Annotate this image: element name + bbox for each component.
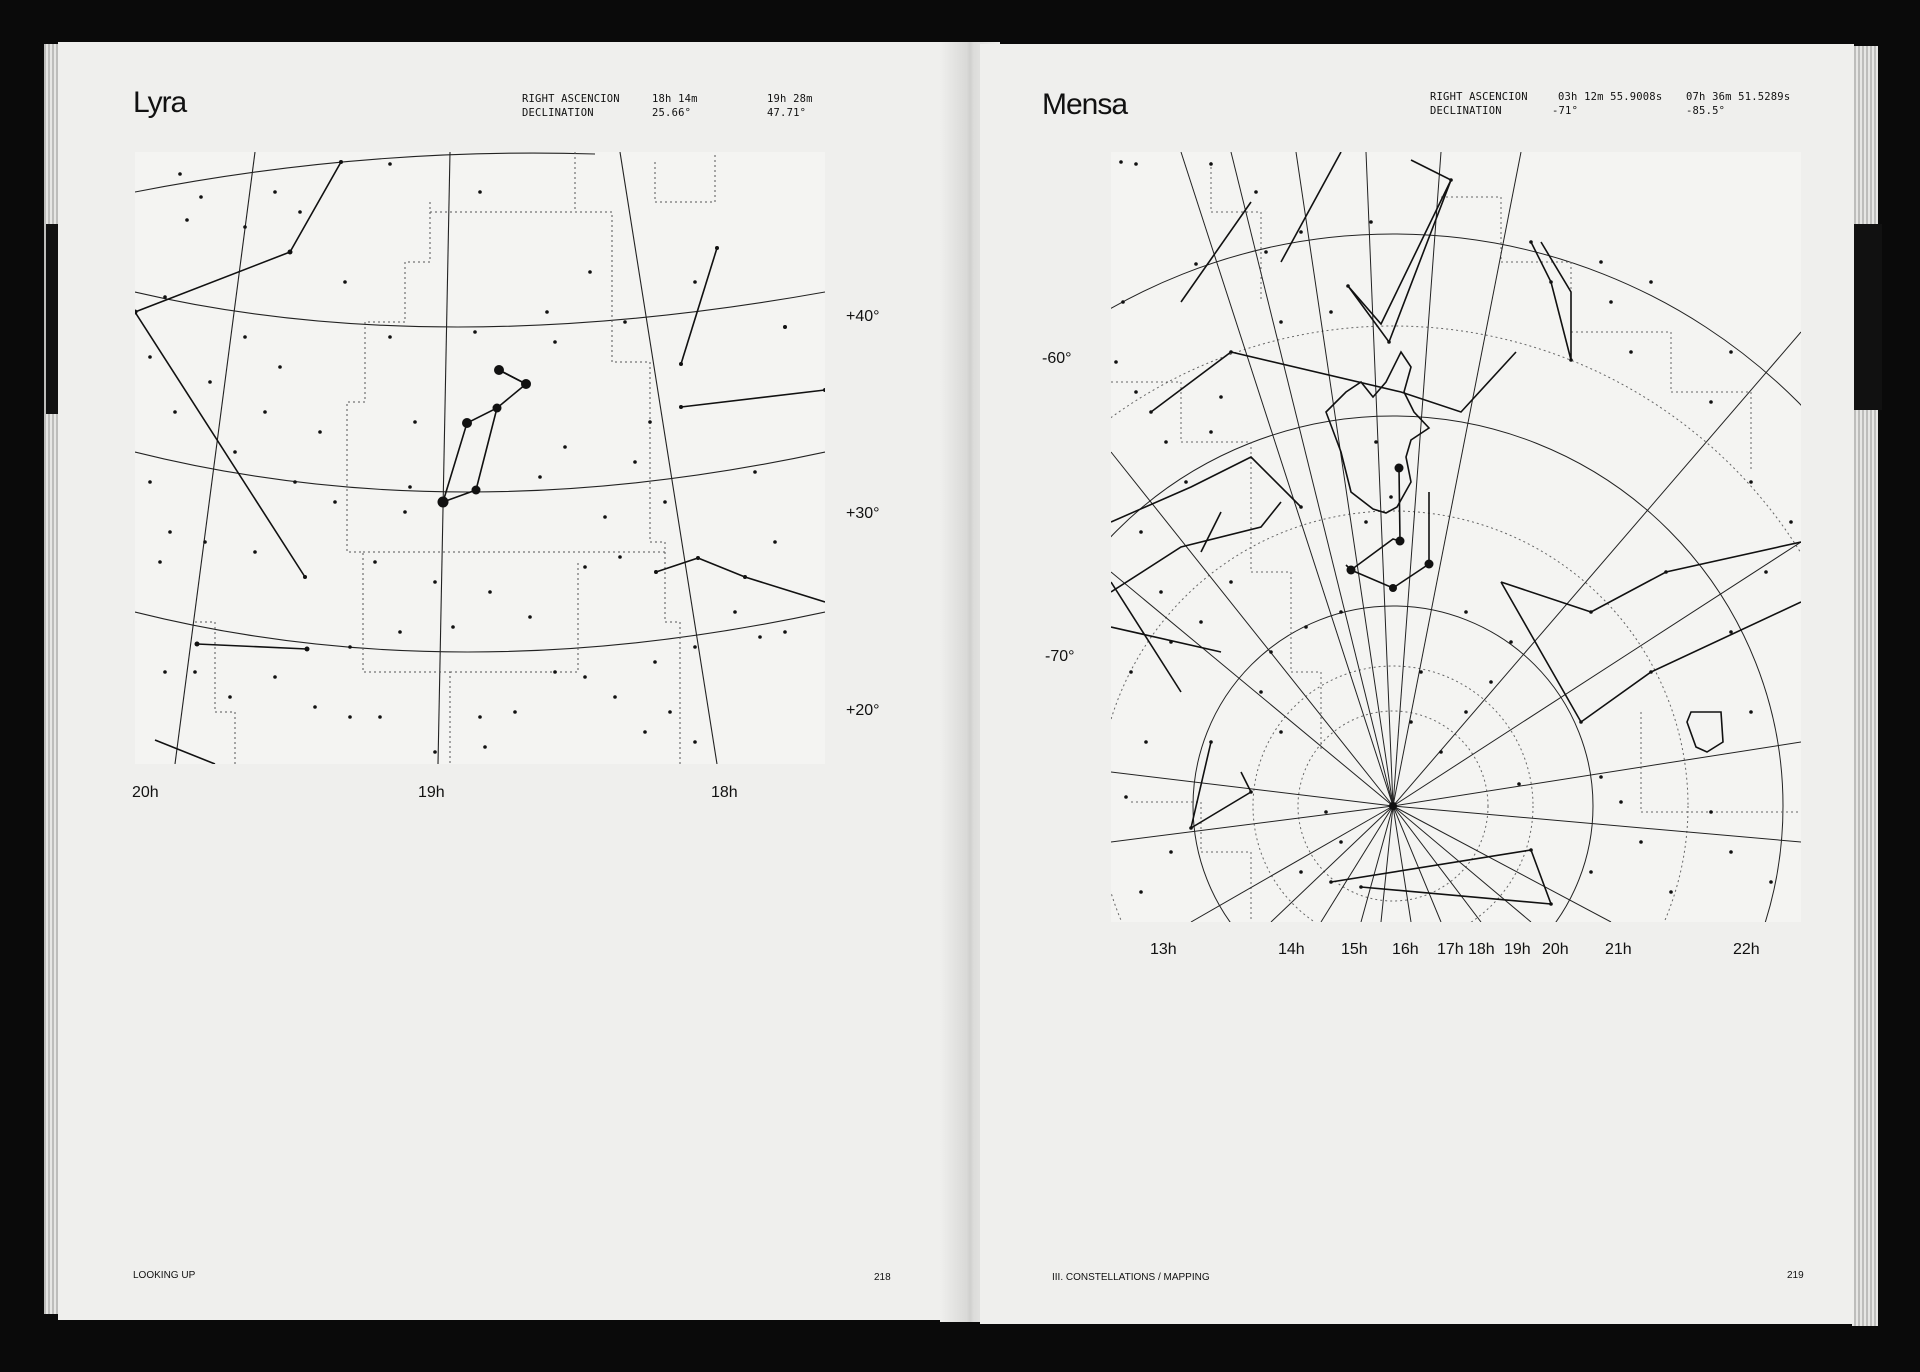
dec-from: 25.66°: [652, 107, 692, 119]
ra-label: RIGHT ASCENCION: [1430, 91, 1528, 103]
mensa-star-map: [1111, 152, 1801, 922]
running-footer: III. CONSTELLATIONS / MAPPING: [1052, 1272, 1210, 1283]
dec-to: 47.71°: [767, 107, 807, 119]
page-number: 218: [874, 1272, 891, 1283]
dec-from: -71°: [1552, 105, 1579, 117]
ra-from: 03h 12m 55.9008s: [1558, 91, 1663, 103]
ra-to: 19h 28m: [767, 93, 813, 105]
coordinates-block: [522, 92, 922, 122]
dec-tick-label: +30°: [846, 505, 880, 522]
ra-tick-label: 17h: [1437, 941, 1464, 958]
right-page: [980, 44, 1854, 1324]
dec-tick-label: +20°: [846, 702, 880, 719]
constellation-title: Lyra: [133, 86, 187, 119]
ra-tick-label: 18h: [711, 784, 738, 801]
ra-tick-label: 16h: [1392, 941, 1419, 958]
coordinates-block: [1430, 90, 1840, 120]
ra-tick-label: 20h: [1542, 941, 1569, 958]
ra-from: 18h 14m: [652, 93, 698, 105]
page-number: 219: [1787, 1270, 1804, 1281]
ra-label: RIGHT ASCENCION: [522, 93, 620, 105]
ra-tick-label: 13h: [1150, 941, 1177, 958]
dec-to: -85.5°: [1686, 105, 1726, 117]
dec-label: DECLINATION: [522, 107, 594, 119]
ra-tick-label: 19h: [1504, 941, 1531, 958]
ra-to: 07h 36m 51.5289s: [1686, 91, 1791, 103]
ra-tick-label: 21h: [1605, 941, 1632, 958]
lyra-star-map: [135, 152, 825, 764]
ra-tick-label: 22h: [1733, 941, 1760, 958]
ra-tick-label: 14h: [1278, 941, 1305, 958]
ra-tick-label: 19h: [418, 784, 445, 801]
ra-tick-label: 20h: [132, 784, 159, 801]
dec-tick-label: +40°: [846, 308, 880, 325]
dec-label: DECLINATION: [1430, 105, 1502, 117]
constellation-title: Mensa: [1042, 88, 1128, 121]
dec-tick-label: -60°: [1042, 350, 1072, 367]
ra-tick-label: 15h: [1341, 941, 1368, 958]
running-footer: LOOKING UP: [133, 1270, 196, 1281]
dec-tick-label: -70°: [1045, 648, 1075, 665]
ra-tick-label: 18h: [1468, 941, 1495, 958]
left-page: [58, 42, 970, 1320]
